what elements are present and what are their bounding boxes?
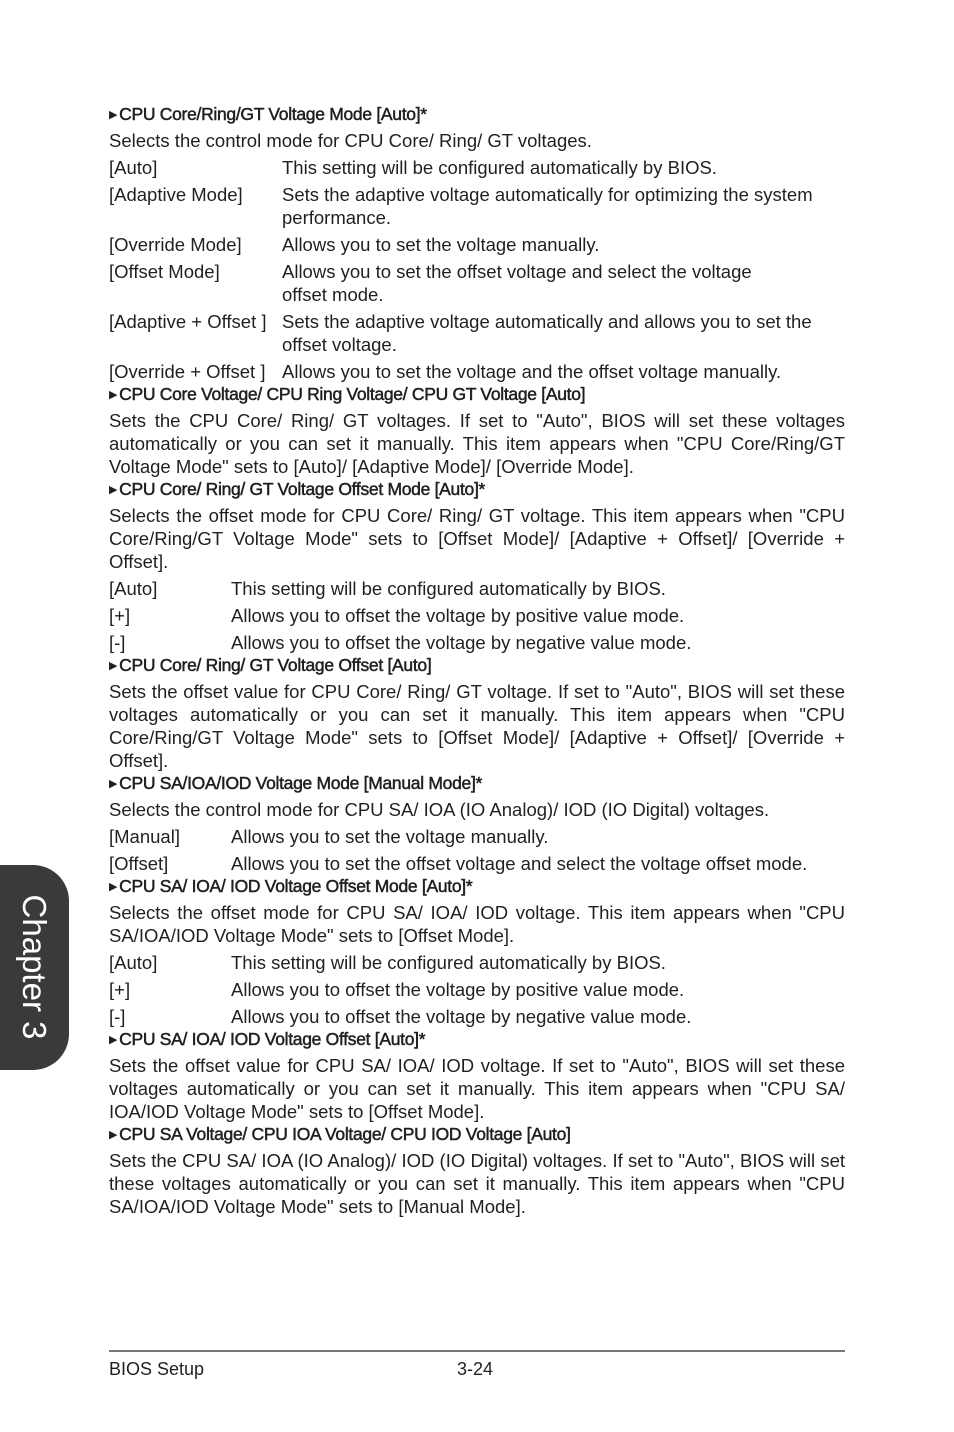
option-value: Allows you to set the offset voltage and select the voltage offset mode.	[282, 261, 752, 305]
option-value: Allows you to set the voltage and the offset voltage manually.	[282, 361, 782, 382]
page-content	[109, 103, 845, 1218]
option-row	[109, 631, 845, 654]
section	[109, 1123, 845, 1218]
option-row	[109, 1005, 845, 1028]
section-heading: ▶ CPU SA Voltage/ CPU IOA Voltage/ CPU IOD Voltage [Auto]	[109, 1124, 571, 1144]
section-heading: ▶ CPU Core/ Ring/ GT Voltage Offset Mode [Auto]*	[109, 479, 486, 499]
footer-title: BIOS Setup	[109, 1359, 205, 1379]
section-heading: ▶ CPU Core/ Ring/ GT Voltage Offset [Auto]	[109, 655, 432, 675]
option-value: Sets the adaptive voltage automatically and allows you to set the offset voltage.	[282, 311, 812, 355]
triangle-bullet-icon: ▶	[109, 1034, 118, 1046]
section	[109, 772, 845, 875]
option-key: [+]	[109, 979, 131, 1000]
option-row	[109, 156, 845, 179]
section-description: Sets the CPU Core/ Ring/ GT voltages. If set to "Auto", BIOS will set these voltages automatically or you can set it manually. This item appears when "CPU Core/Ring/GT Voltage Mode" sets to [Auto]/ [Adaptive Mode]/ [Override Mode].	[109, 410, 845, 477]
option-key: [Offset Mode]	[109, 261, 220, 282]
section-heading: ▶ CPU Core/Ring/GT Voltage Mode [Auto]*	[109, 104, 427, 124]
option-value: Allows you to set the offset voltage and select the voltage offset mode.	[231, 853, 808, 874]
option-key: [Adaptive + Offset ]	[109, 311, 267, 332]
option-value: Allows you to offset the voltage by positive value mode.	[231, 979, 685, 1000]
triangle-bullet-icon: ▶	[109, 1129, 118, 1141]
option-value: Allows you to set the voltage manually.	[231, 826, 549, 847]
triangle-bullet-icon: ▶	[109, 389, 118, 401]
option-key: [Auto]	[109, 578, 158, 599]
section	[109, 383, 845, 478]
option-value: This setting will be configured automatically by BIOS.	[231, 578, 666, 599]
triangle-bullet-icon: ▶	[109, 109, 118, 121]
option-value: Allows you to offset the voltage by negative value mode.	[231, 1006, 692, 1027]
option-row	[109, 951, 845, 974]
option-key: [Auto]	[109, 952, 158, 973]
option-row	[109, 852, 845, 875]
section-heading: ▶ CPU SA/ IOA/ IOD Voltage Offset Mode [Auto]*	[109, 876, 473, 896]
option-key: [Manual]	[109, 826, 180, 847]
page-number: 3-24	[457, 1359, 494, 1379]
option-key: [Override + Offset ]	[109, 361, 266, 382]
option-row	[109, 604, 845, 627]
section-description: Selects the offset mode for CPU Core/ Ring/ GT voltage. This item appears when "CPU Core/Ring/GT Voltage Mode" sets to [Offset Mode]/ [Adaptive + Offset]/ [Override + Offset].	[109, 505, 845, 572]
triangle-bullet-icon: ▶	[109, 484, 118, 496]
section-heading: ▶ CPU Core Voltage/ CPU Ring Voltage/ CPU GT Voltage [Auto]	[109, 384, 586, 404]
option-key: [-]	[109, 1006, 126, 1027]
section-description: Selects the offset mode for CPU SA/ IOA/ IOD voltage. This item appears when "CPU SA/IOA/IOD Voltage Mode" sets to [Offset Mode].	[109, 902, 845, 946]
section	[109, 654, 845, 772]
section	[109, 103, 845, 383]
option-key: [Auto]	[109, 157, 158, 178]
option-row	[109, 233, 845, 256]
option-row	[109, 360, 845, 383]
option-value: Allows you to set the voltage manually.	[282, 234, 600, 255]
section	[109, 875, 845, 1028]
option-value: This setting will be configured automatically by BIOS.	[282, 157, 717, 178]
section-description: Sets the offset value for CPU Core/ Ring/ GT voltage. If set to "Auto", BIOS will set these voltages automatically or you can set it manually. This item appears when "CPU Core/Ring/GT Voltage Mode" sets to [Offset Mode]/ [Adaptive + Offset]/ [Override + Offset].	[109, 681, 845, 771]
option-key: [Offset]	[109, 853, 169, 874]
option-key: [Adaptive Mode]	[109, 184, 243, 205]
option-value: Sets the adaptive voltage automatically for optimizing the system performance.	[282, 184, 813, 228]
option-row	[109, 310, 845, 356]
option-row	[109, 260, 845, 306]
option-row	[109, 577, 845, 600]
option-row	[109, 183, 845, 229]
option-key: [-]	[109, 632, 126, 653]
footer-divider	[109, 1350, 845, 1352]
section	[109, 478, 845, 654]
section-heading: ▶ CPU SA/IOA/IOD Voltage Mode [Manual Mode]*	[109, 773, 483, 793]
option-value: This setting will be configured automatically by BIOS.	[231, 952, 666, 973]
section	[109, 1028, 845, 1123]
section-description: Sets the offset value for CPU SA/ IOA/ IOD voltage. If set to "Auto", BIOS will set these voltages automatically or you can set it manually. This item appears when "CPU SA/ IOA/IOD Voltage Mode" sets to [Offset Mode].	[109, 1055, 845, 1122]
section-description: Selects the control mode for CPU SA/ IOA (IO Analog)/ IOD (IO Digital) voltages.	[109, 799, 770, 820]
triangle-bullet-icon: ▶	[109, 660, 118, 672]
section-heading: ▶ CPU SA/ IOA/ IOD Voltage Offset [Auto]*	[109, 1029, 426, 1049]
option-row	[109, 978, 845, 1001]
option-value: Allows you to offset the voltage by positive value mode.	[231, 605, 685, 626]
option-key: [Override Mode]	[109, 234, 242, 255]
triangle-bullet-icon: ▶	[109, 881, 118, 893]
section-description: Selects the control mode for CPU Core/ Ring/ GT voltages.	[109, 130, 592, 151]
triangle-bullet-icon: ▶	[109, 778, 118, 790]
option-value: Allows you to offset the voltage by negative value mode.	[231, 632, 692, 653]
option-key: [+]	[109, 605, 131, 626]
section-description: Sets the CPU SA/ IOA (IO Analog)/ IOD (IO Digital) voltages. If set to "Auto", BIOS will set these voltages automatically or you can set it manually. This item appears when "CPU SA/IOA/IOD Voltage Mode" sets to [Manual Mode].	[109, 1150, 845, 1217]
chapter-tab-label: Chapter 3	[16, 894, 53, 1040]
option-row	[109, 825, 845, 848]
